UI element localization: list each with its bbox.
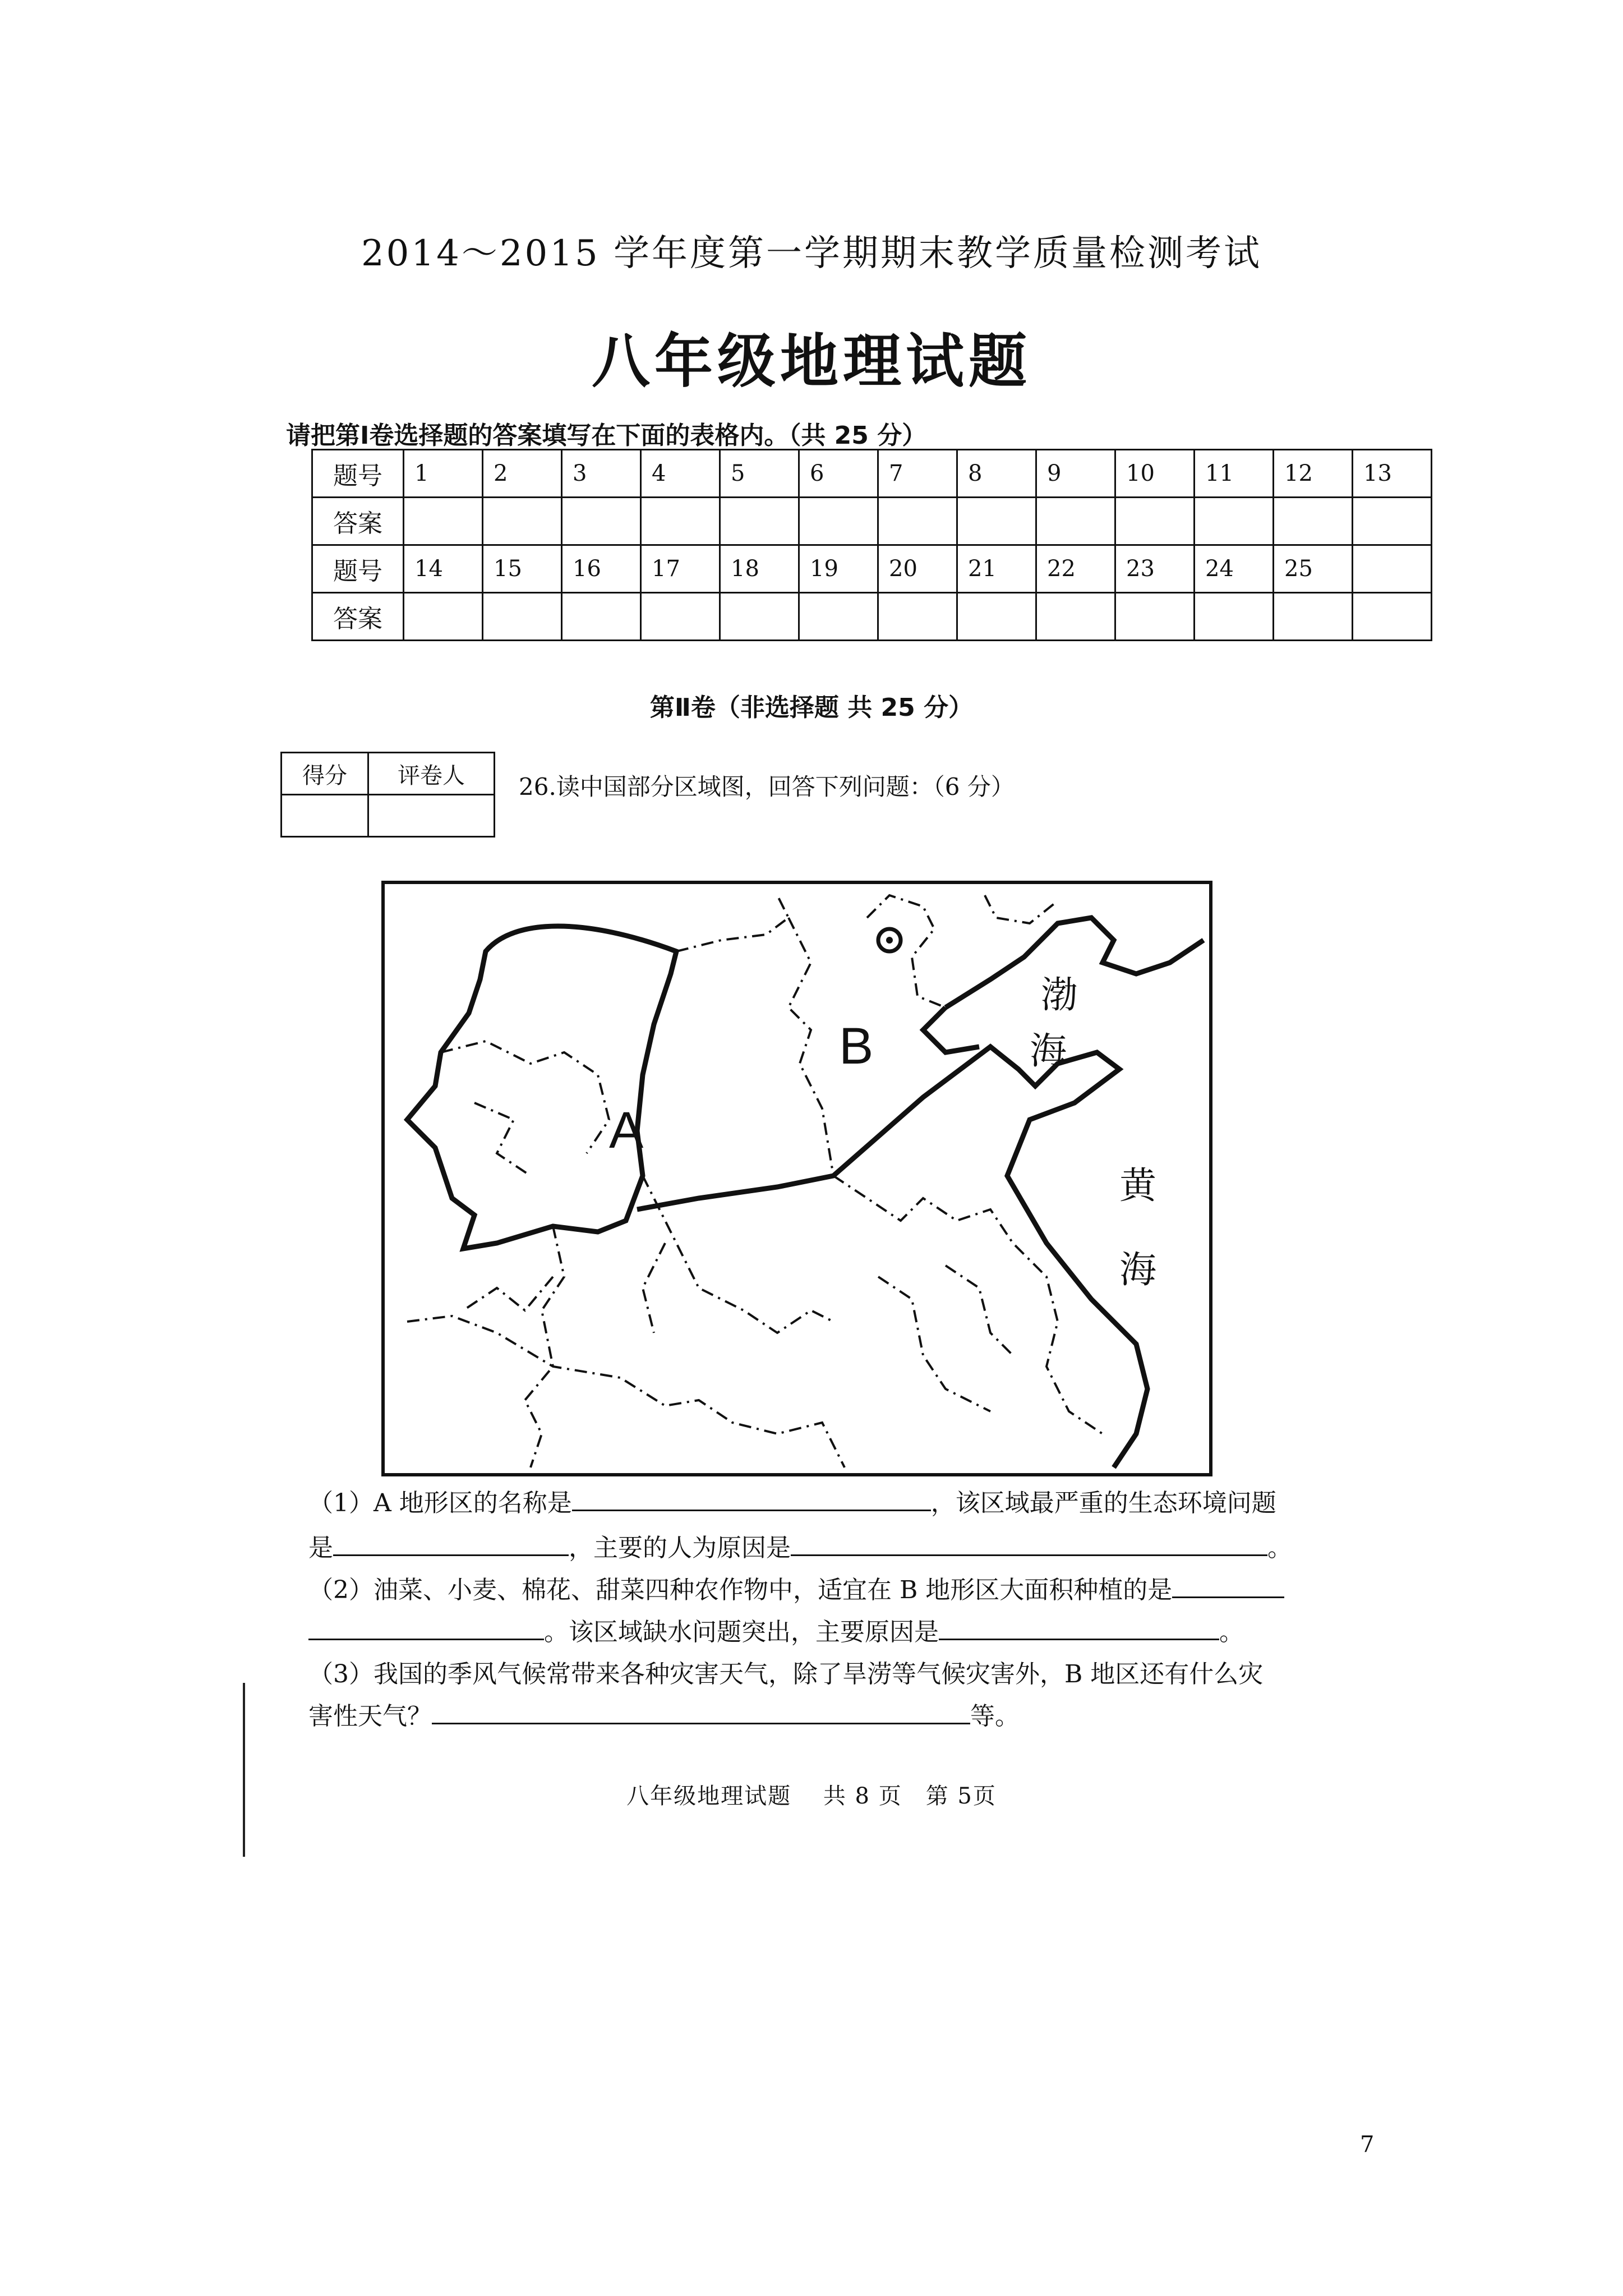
question-number: 1 [404, 450, 483, 498]
q26-3-text-b: 害性天气？ [308, 1702, 432, 1731]
q26-1-line-1 [308, 1487, 1276, 1520]
answer-cell[interactable] [562, 498, 641, 545]
grader-cell[interactable] [368, 795, 495, 837]
q26-1-end: 。 [1267, 1534, 1292, 1562]
region-map-drawing [385, 884, 1209, 1473]
q26-2-text-b: 。该区域缺水问题突出，主要原因是 [544, 1618, 939, 1646]
paper-title: 八年级地理试题 [591, 327, 1031, 395]
answer-cell[interactable] [483, 498, 562, 545]
bohai-sea-label-1: 渤 [1041, 973, 1078, 1016]
answer-row-2 [312, 593, 1432, 641]
q26-2-end: 。 [1219, 1618, 1244, 1646]
question-number: 8 [957, 450, 1036, 498]
answer-cell[interactable] [1115, 593, 1195, 641]
q26-3-line-2 [308, 1700, 1020, 1733]
q26-2-line-2 [308, 1616, 1244, 1649]
answer-cell[interactable] [799, 593, 878, 641]
q26-2-line-1 [308, 1573, 1284, 1607]
answer-cell[interactable] [1195, 498, 1274, 545]
question-number: 5 [720, 450, 799, 498]
question-number [1353, 545, 1432, 593]
number-label: 题号 [312, 545, 404, 593]
table-instruction: 请把第Ⅰ卷选择题的答案填写在下面的表格内。（共 25 分） [286, 421, 927, 450]
answer-table [311, 449, 1432, 641]
answer-cell[interactable] [1115, 498, 1195, 545]
q26-1-blank-2[interactable] [333, 1532, 569, 1556]
answer-label: 答案 [312, 498, 404, 545]
question-number: 6 [799, 450, 878, 498]
answer-cell[interactable] [720, 498, 799, 545]
answer-cell[interactable] [1274, 593, 1353, 641]
q26-2-text-a: （2）油菜、小麦、棉花、甜菜四种农作物中，适宜在 B 地形区大面积种植的是 [308, 1576, 1173, 1604]
binding-edge-line [243, 1683, 245, 1857]
page-number: 7 [1360, 2132, 1375, 2157]
region-b-label: B [839, 1018, 874, 1075]
answer-cell[interactable] [1353, 498, 1432, 545]
question-number: 20 [878, 545, 957, 593]
exam-header: 2014～2015 学年度第一学期期末教学质量检测考试 [361, 233, 1262, 274]
question-number: 21 [957, 545, 1036, 593]
q26-2-blank-1a[interactable] [1172, 1574, 1284, 1598]
answer-cell[interactable] [641, 498, 720, 545]
question-number: 18 [720, 545, 799, 593]
score-box [280, 752, 495, 838]
question-number: 9 [1036, 450, 1115, 498]
answer-row-1 [312, 498, 1432, 545]
question-26-prompt: 26.读中国部分区域图，回答下列问题：（6 分） [519, 773, 1015, 800]
section2-title: 第Ⅱ卷（非选择题 共 25 分） [649, 693, 974, 722]
grader-label: 评卷人 [368, 753, 495, 795]
answer-label: 答案 [312, 593, 404, 641]
q26-3-blank[interactable] [432, 1700, 970, 1724]
question-number: 19 [799, 545, 878, 593]
answer-cell[interactable] [799, 498, 878, 545]
number-label: 题号 [312, 450, 404, 498]
question-number: 17 [641, 545, 720, 593]
question-number: 23 [1115, 545, 1195, 593]
question-number: 2 [483, 450, 562, 498]
answer-cell[interactable] [641, 593, 720, 641]
question-number: 12 [1274, 450, 1353, 498]
bohai-sea-label-2: 海 [1030, 1029, 1067, 1073]
answer-cell[interactable] [483, 593, 562, 641]
bohai-inner-coast [923, 1007, 979, 1052]
q26-2-blank-1b[interactable] [308, 1616, 544, 1640]
q26-1-line-2 [308, 1531, 1292, 1565]
answer-cell[interactable] [878, 593, 957, 641]
answer-cell[interactable] [1036, 593, 1115, 641]
q26-1-text-c: 是 [308, 1534, 333, 1562]
question-number: 11 [1195, 450, 1274, 498]
answer-cell[interactable] [562, 593, 641, 641]
question-number: 22 [1036, 545, 1115, 593]
q26-3-text-a: （3）我国的季风气候常带来各种灾害天气，除了旱涝等气候灾害外，B 地区还有什么灾 [308, 1660, 1264, 1688]
question-number: 10 [1115, 450, 1195, 498]
q26-3-line-1 [308, 1658, 1263, 1691]
q26-1-text-a: （1）A 地形区的名称是 [308, 1489, 572, 1517]
score-cell[interactable] [282, 795, 368, 837]
answer-cell[interactable] [1353, 593, 1432, 641]
q26-2-blank-2[interactable] [939, 1616, 1219, 1640]
answer-cell[interactable] [1195, 593, 1274, 641]
province-borders [407, 895, 1103, 1467]
region-a-boundary [407, 926, 676, 1249]
yellow-sea-label-1: 黄 [1119, 1164, 1156, 1207]
question-number: 7 [878, 450, 957, 498]
page-footer: 八年级地理试题 共 8 页 第 5页 [626, 1783, 997, 1809]
answer-cell[interactable] [404, 498, 483, 545]
q26-3-end: 等。 [970, 1702, 1020, 1731]
answer-cell[interactable] [957, 593, 1036, 641]
q26-1-text-d: ，主要的人为原因是 [569, 1534, 791, 1562]
region-map [381, 881, 1212, 1476]
q26-1-blank-1[interactable] [572, 1487, 931, 1511]
q26-1-blank-3[interactable] [791, 1532, 1267, 1556]
answer-cell[interactable] [1274, 498, 1353, 545]
capital-dot-icon [886, 937, 893, 944]
q26-1-text-b: ，该区域最严重的生态环境问题 [930, 1489, 1276, 1517]
question-number: 3 [562, 450, 641, 498]
question-number: 25 [1274, 545, 1353, 593]
answer-cell[interactable] [720, 593, 799, 641]
answer-cell[interactable] [1036, 498, 1115, 545]
question-number: 15 [483, 545, 562, 593]
question-number: 24 [1195, 545, 1274, 593]
score-label: 得分 [282, 753, 368, 795]
answer-cell[interactable] [957, 498, 1036, 545]
region-a-label: A [609, 1102, 644, 1159]
coastline [637, 1047, 1147, 1467]
question-number: 13 [1353, 450, 1432, 498]
question-number: 4 [641, 450, 720, 498]
answer-cell[interactable] [404, 593, 483, 641]
answer-cell[interactable] [878, 498, 957, 545]
number-row-2 [312, 545, 1432, 593]
question-number: 16 [562, 545, 641, 593]
number-row-1 [312, 450, 1432, 498]
yellow-sea-label-2: 海 [1119, 1248, 1156, 1291]
question-number: 14 [404, 545, 483, 593]
